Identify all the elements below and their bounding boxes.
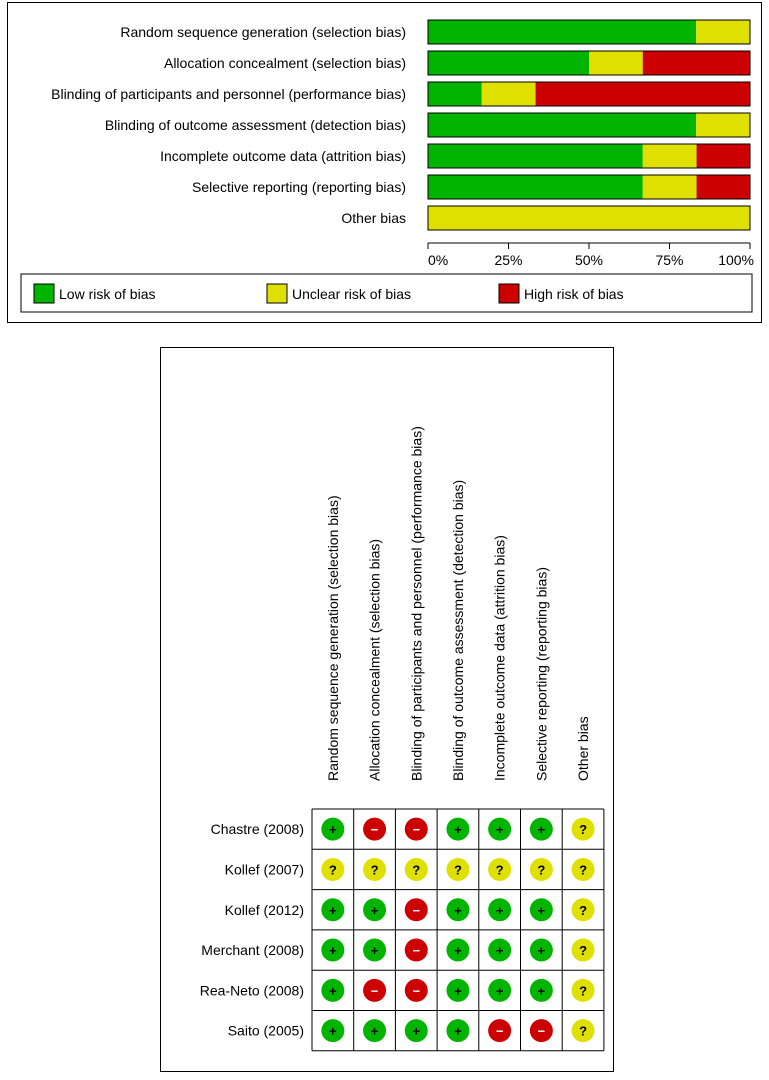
risk-of-bias-summary-panel (160, 347, 614, 1072)
category-label: Random sequence generation (selection bias) (120, 24, 406, 40)
bar-segment-low (428, 20, 696, 44)
legend-label: Low risk of bias (59, 286, 156, 302)
judgement-symbol: + (495, 983, 504, 999)
bar-segment-unclear (428, 206, 750, 230)
study-label: Rea-Neto (2008) (199, 982, 304, 999)
judgement-symbol: + (329, 822, 337, 838)
bar-segment-unclear (643, 175, 697, 199)
judgement-symbol: ? (579, 902, 588, 918)
judgement-symbol: + (329, 1023, 337, 1039)
column-header: Incomplete outcome data (attrition bias) (491, 535, 508, 781)
study-label: Merchant (2008) (201, 942, 304, 959)
judgement-symbol: + (370, 943, 379, 959)
legend-swatch-unclear (267, 284, 287, 303)
category-label: Blinding of outcome assessment (detection bias) (104, 117, 406, 133)
bar-segment-high (643, 51, 750, 75)
judgement-symbol: + (370, 1023, 379, 1039)
judgement-symbol: + (495, 902, 504, 918)
judgement-symbol: ? (495, 862, 504, 878)
judgement-symbol: − (412, 902, 421, 918)
study-label: Saito (2005) (227, 1022, 304, 1039)
judgement-symbol: + (329, 943, 337, 959)
x-tick-label: 0% (428, 252, 449, 268)
bar-segment-unclear (696, 113, 750, 137)
column-header: Other bias (575, 716, 592, 781)
column-header: Blinding of outcome assessment (detection bias) (449, 479, 466, 781)
legend-label: High risk of bias (524, 286, 624, 302)
judgement-symbol: − (412, 983, 421, 999)
judgement-symbol: + (454, 1023, 462, 1039)
judgement-symbol: + (495, 822, 504, 838)
x-tick-label: 75% (655, 252, 684, 268)
bar-segment-high (697, 144, 751, 168)
judgement-symbol: + (454, 943, 462, 959)
judgement-symbol: + (495, 943, 504, 959)
judgement-symbol: − (495, 1023, 504, 1039)
column-header: Selective reporting (reporting bias) (533, 567, 550, 781)
judgement-symbol: − (537, 1023, 546, 1039)
legend-label: Unclear risk of bias (292, 286, 412, 302)
bar-segment-unclear (696, 20, 750, 44)
judgement-symbol: ? (328, 862, 337, 878)
judgement-symbol: − (370, 822, 379, 838)
bar-segment-low (428, 51, 589, 75)
judgement-symbol: + (329, 983, 337, 999)
judgement-symbol: + (454, 902, 462, 918)
judgement-symbol: + (537, 983, 546, 999)
judgement-symbol: ? (579, 943, 588, 959)
judgement-symbol: ? (412, 862, 421, 878)
risk-of-bias-graph (8, 3, 763, 324)
bar-segment-high (697, 175, 751, 199)
category-label: Other bias (341, 210, 406, 226)
judgement-symbol: + (329, 902, 337, 918)
legend-swatch-high (499, 284, 519, 303)
x-tick-label: 100% (718, 252, 754, 268)
x-tick-label: 50% (574, 252, 604, 268)
category-label: Allocation concealment (selection bias) (163, 55, 406, 71)
bar-segment-low (428, 82, 482, 106)
judgement-symbol: + (537, 943, 546, 959)
column-header: Random sequence generation (selection bias) (324, 495, 341, 781)
bar-segment-high (536, 82, 751, 106)
judgement-symbol: ? (370, 862, 379, 878)
judgement-symbol: + (537, 822, 546, 838)
column-header: Blinding of participants and personnel (performance bias) (408, 426, 425, 781)
judgement-symbol: + (412, 1023, 421, 1039)
risk-of-bias-summary (161, 348, 615, 1073)
judgement-symbol: − (412, 822, 421, 838)
bar-segment-low (428, 144, 643, 168)
judgement-symbol: + (454, 983, 462, 999)
bar-segment-unclear (482, 82, 536, 106)
x-tick-label: 25% (494, 252, 523, 268)
study-label: Kollef (2007) (224, 861, 304, 878)
judgement-symbol: ? (579, 983, 588, 999)
legend-swatch-low (34, 284, 54, 303)
judgement-symbol: − (370, 983, 379, 999)
bar-segment-low (428, 113, 696, 137)
judgement-symbol: − (412, 943, 421, 959)
judgement-symbol: + (454, 822, 462, 838)
column-header: Allocation concealment (selection bias) (366, 538, 383, 781)
judgement-symbol: ? (579, 1023, 588, 1039)
bar-segment-low (428, 175, 643, 199)
category-label: Blinding of participants and personnel (performance bias) (51, 86, 406, 102)
study-label: Chastre (2008) (210, 821, 304, 838)
bar-segment-unclear (589, 51, 643, 75)
risk-of-bias-graph-panel (7, 2, 762, 323)
category-label: Incomplete outcome data (attrition bias) (160, 148, 406, 164)
judgement-symbol: ? (579, 822, 588, 838)
category-label: Selective reporting (reporting bias) (192, 179, 406, 195)
judgement-symbol: ? (579, 862, 588, 878)
study-label: Kollef (2012) (224, 901, 304, 918)
judgement-symbol: + (370, 902, 379, 918)
bar-segment-unclear (643, 144, 697, 168)
judgement-symbol: ? (453, 862, 462, 878)
judgement-symbol: ? (537, 862, 546, 878)
judgement-symbol: + (537, 902, 546, 918)
